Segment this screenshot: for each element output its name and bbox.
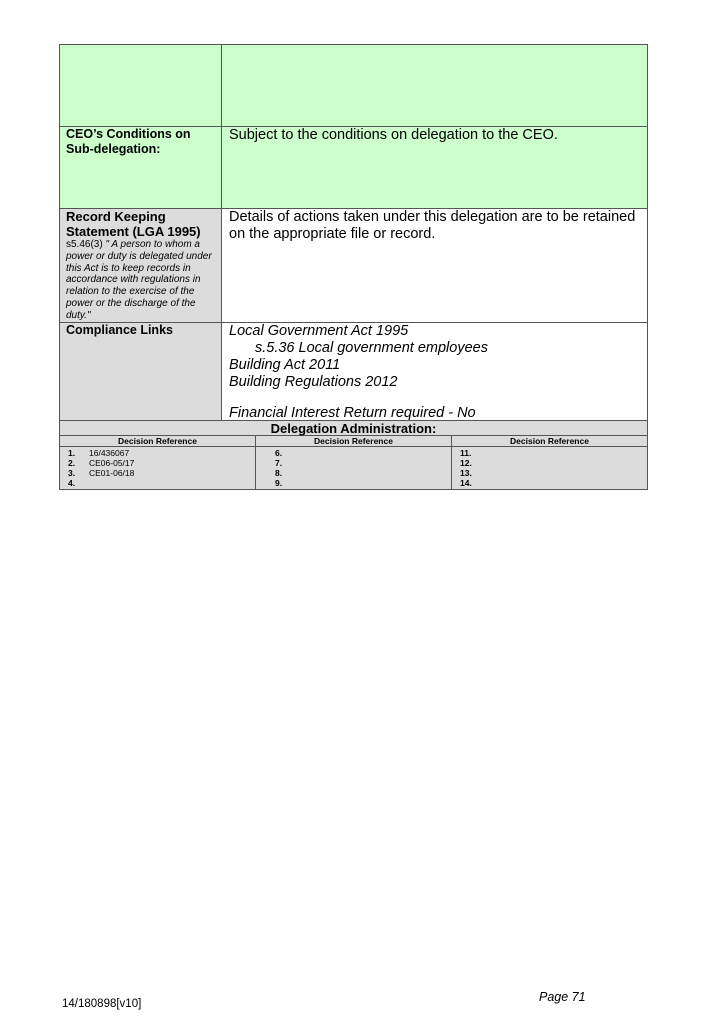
delegation-table [59, 44, 648, 423]
compliance-value-cell [222, 322, 648, 422]
record-keeping-note [66, 239, 215, 322]
blank-label-cell [60, 45, 222, 127]
compliance-label: Compliance Links [60, 322, 222, 422]
ceo-conditions-label: CEO’s Conditions on Sub-delegation: [60, 127, 222, 209]
delegation-administration-table [59, 420, 648, 490]
decision-item: 2. CE06-05/17 [68, 458, 135, 468]
decision-item: 12. [460, 458, 472, 468]
decision-item: 14. [460, 478, 472, 488]
compliance-link: s.5.36 Local government employees [255, 339, 488, 356]
decision-item: 3. CE01-06/18 [68, 468, 135, 478]
decision-reference-header: Decision Reference [256, 436, 452, 447]
financial-interest-text: Financial Interest Return required - No [229, 404, 476, 421]
record-keeping-value: Details of actions taken under this delegation are to be retained on the appropriate file or record. [222, 209, 648, 323]
ceo-conditions-row [60, 127, 648, 209]
page-number: Page 71 [539, 990, 586, 1004]
decision-list-col-3 [452, 447, 648, 490]
blank-row [60, 45, 648, 127]
decision-list-col-2 [256, 447, 452, 490]
decision-reference-header: Decision Reference [60, 436, 256, 447]
record-keeping-label-cell [60, 209, 222, 323]
decision-list-col-1 [60, 447, 256, 490]
record-keeping-note-quote: " A person to whom a power or duty is delegated under this Act is to keep records in accordance with regulations in relation to the exercise of the power or the discharge of the duty." [66, 239, 212, 321]
decision-item: 8. [275, 468, 283, 478]
decision-item: 4. [68, 478, 76, 488]
compliance-row [60, 322, 648, 422]
record-keeping-row [60, 209, 648, 323]
ceo-conditions-value: Subject to the conditions on delegation to the CEO. [222, 127, 648, 209]
blank-value-cell [222, 45, 648, 127]
compliance-link: Local Government Act 1995 [229, 322, 409, 339]
record-keeping-label: Record Keeping Statement (LGA 1995) [66, 209, 201, 239]
delegation-administration-title: Delegation Administration: [60, 421, 648, 436]
decision-item: 6. [275, 448, 283, 458]
decision-item: 1. 16/436067 [68, 448, 130, 458]
compliance-link: Building Act 2011 [229, 356, 341, 373]
decision-reference-header: Decision Reference [452, 436, 648, 447]
document-reference: 14/180898[v10] [62, 998, 142, 1010]
compliance-link: Building Regulations 2012 [229, 373, 398, 390]
decision-item: 13. [460, 468, 472, 478]
decision-item: 9. [275, 478, 283, 488]
decision-item: 11. [460, 448, 472, 458]
record-keeping-note-ref: s5.46(3) [66, 239, 106, 250]
decision-item: 7. [275, 458, 283, 468]
